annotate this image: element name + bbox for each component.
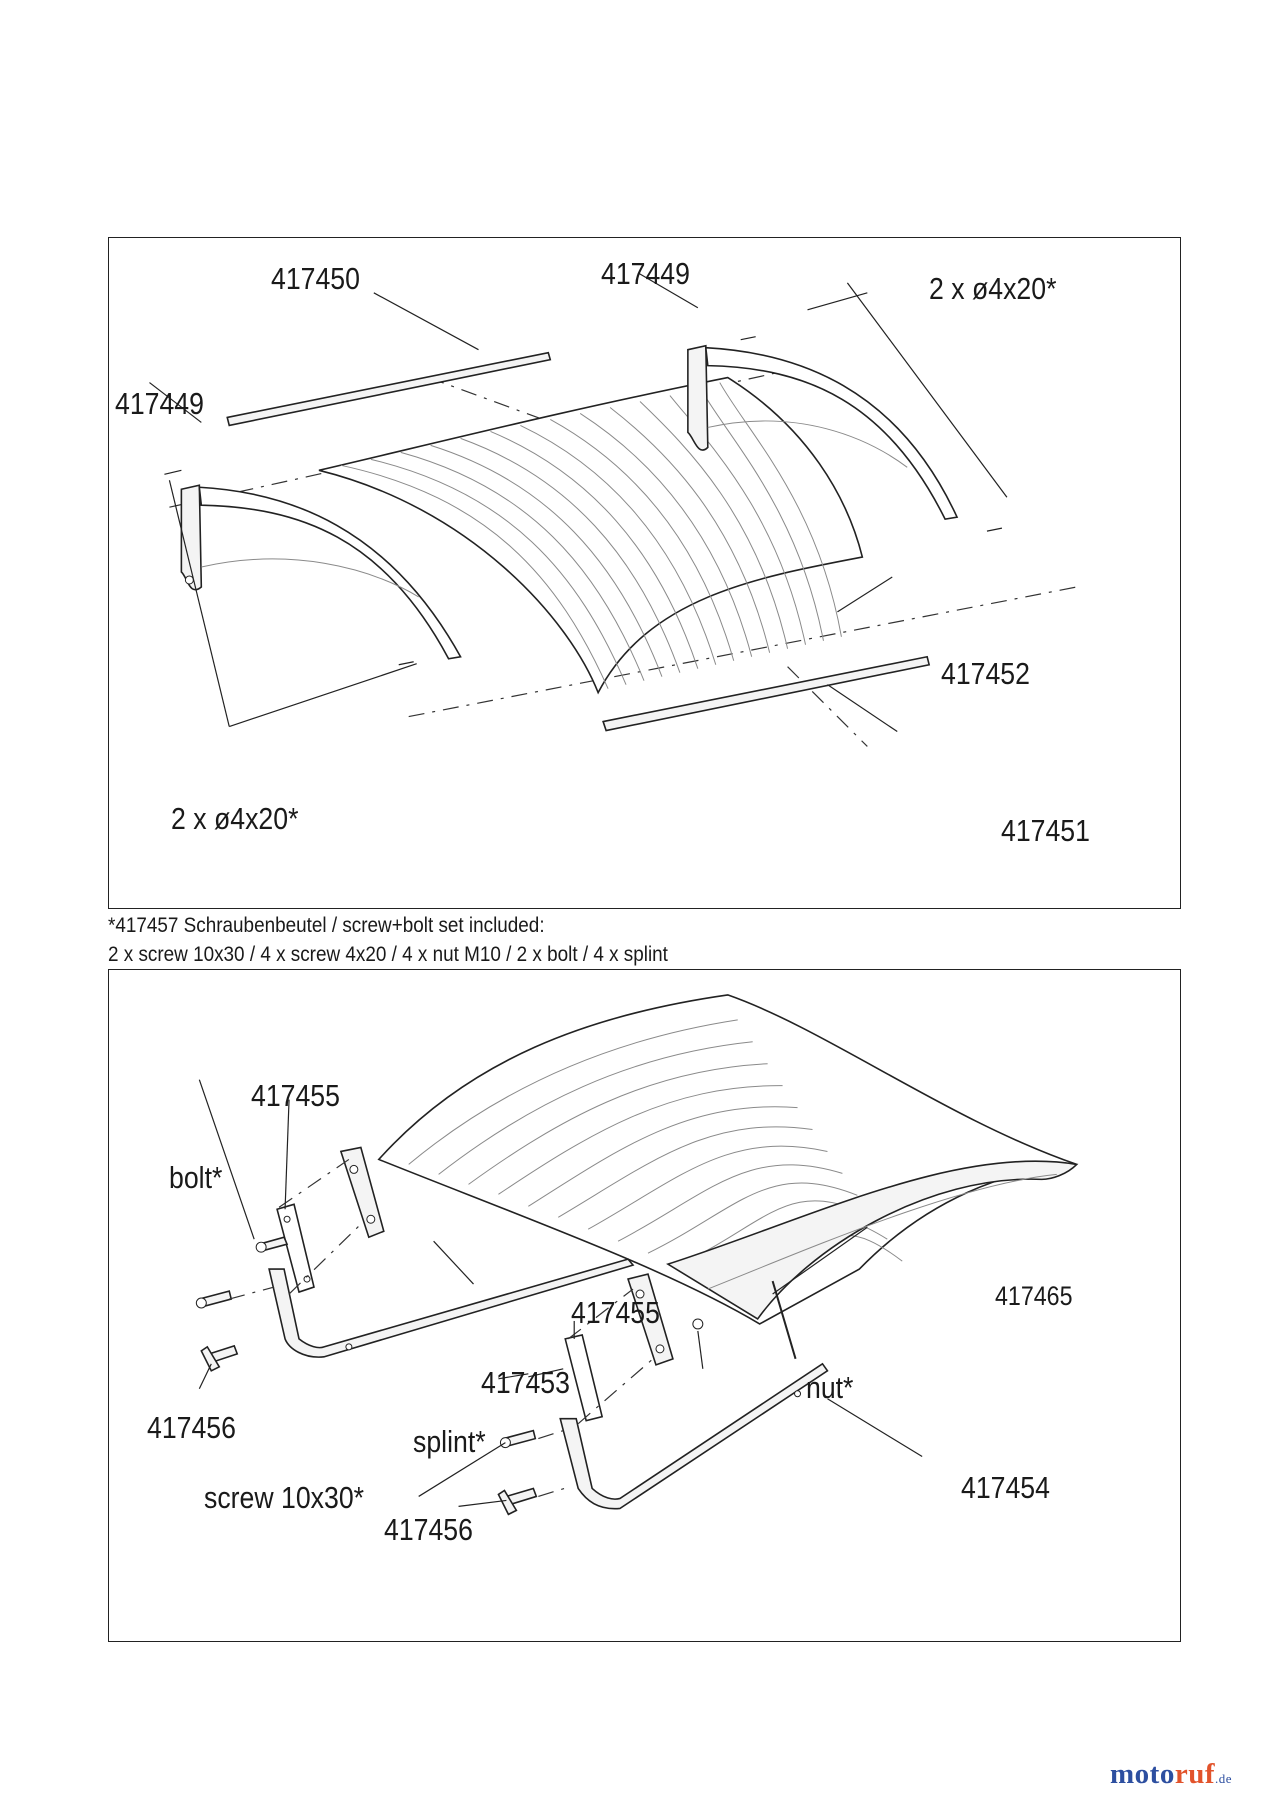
knob-left-icon — [201, 1346, 237, 1371]
frame-right — [560, 1364, 827, 1509]
screw-left-icon — [196, 1291, 231, 1308]
label-rail-top: 417450 — [271, 261, 360, 296]
label-bracket-left: 417449 — [115, 386, 204, 421]
label-nut: nut* — [806, 1370, 854, 1405]
nut-icon — [693, 1319, 703, 1329]
exploded-view-canopy — [108, 237, 1181, 909]
bolt-icon — [256, 1237, 287, 1252]
label-screws-bottom-left: 2 x ø4x20* — [171, 801, 299, 836]
knob-right-icon — [498, 1488, 536, 1514]
label-frame-right: 417454 — [961, 1470, 1050, 1505]
label-knob-right: 417456 — [384, 1512, 473, 1547]
label-bolt: bolt* — [169, 1160, 223, 1195]
parts-note-line-2: 2 x screw 10x30 / 4 x screw 4x20 / 4 x nut M10 / 2 x bolt / 4 x splint — [108, 943, 668, 966]
label-plate-left: 417455 — [251, 1078, 340, 1113]
label-splint: splint* — [413, 1424, 486, 1459]
label-frame-left: 417453 — [481, 1365, 570, 1400]
parts-note-line-1: *417457 Schraubenbeutel / screw+bolt set included: — [108, 914, 545, 937]
brand-logo: motoruf.de — [1110, 1758, 1233, 1790]
exploded-view-stand — [108, 969, 1181, 1642]
label-sheet: 417452 — [941, 656, 1030, 691]
bracket-left — [181, 485, 460, 658]
label-rod: 417465 — [995, 1281, 1073, 1311]
label-screws-top-right: 2 x ø4x20* — [929, 271, 1057, 306]
label-plate-right: 417455 — [571, 1295, 660, 1330]
canopy-assembled — [379, 995, 1077, 1324]
canopy-sheet — [319, 378, 862, 693]
label-knob-left: 417456 — [147, 1410, 236, 1445]
label-bracket-right: 417449 — [601, 256, 690, 291]
label-screw-10x30: screw 10x30* — [204, 1480, 365, 1515]
screw-10x30-icon — [500, 1431, 535, 1448]
rail-top — [227, 353, 550, 426]
label-rail-bottom: 417451 — [1001, 813, 1090, 848]
